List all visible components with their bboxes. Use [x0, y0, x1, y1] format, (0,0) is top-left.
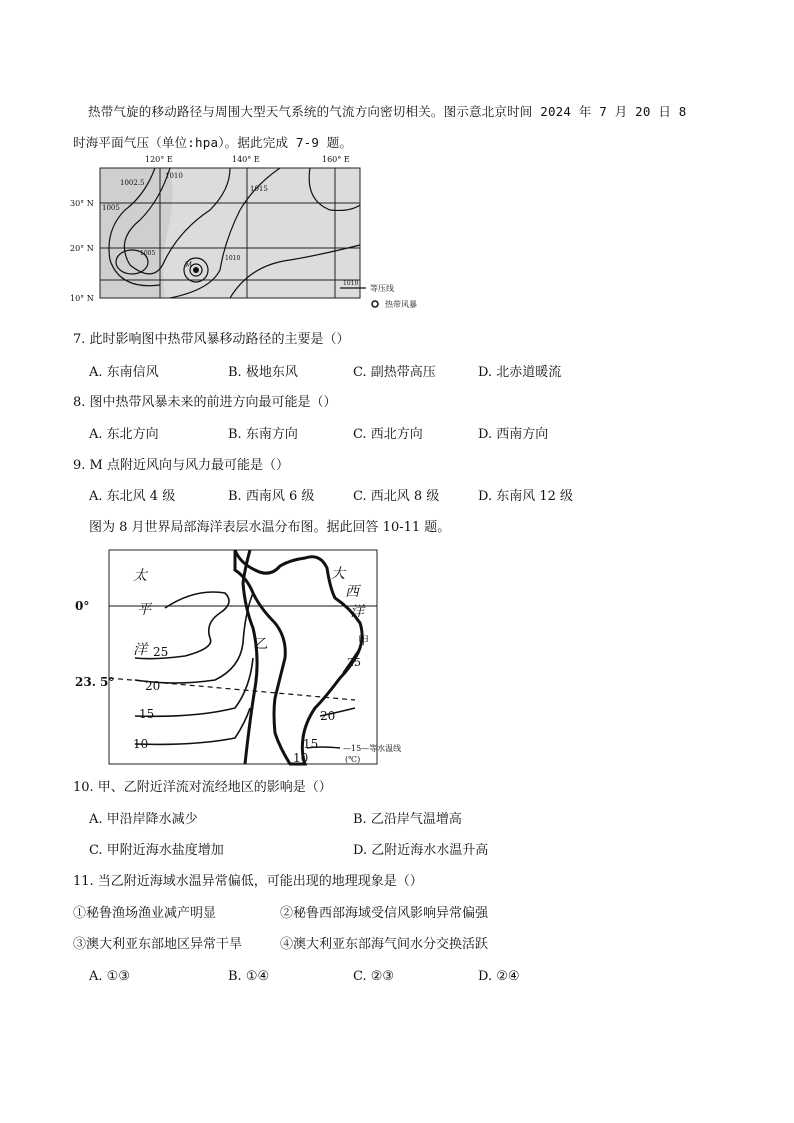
legend-isobar-value: 1010: [343, 280, 359, 287]
q11-statement-1: ①秘鲁渔场渔业减产明显: [73, 906, 217, 921]
legend-isotherm-unit: (℃): [345, 755, 361, 764]
q7-option-c[interactable]: C. 副热带高压: [353, 365, 436, 380]
q11-statement-2: ②秘鲁西部海域受信风影响异常偏强: [280, 906, 489, 921]
q7-stem: 7. 此时影响图中热带风暴移动路径的主要是（）: [73, 332, 350, 347]
isobar-label-1005b: 1005: [140, 250, 156, 257]
isobar-label-1010b: 1010: [225, 255, 241, 262]
pressure-map: [60, 150, 440, 330]
lat-label-10: 10° N: [70, 294, 94, 303]
q9-option-a[interactable]: A. 东北风 4 级: [89, 489, 176, 504]
isotherm-15-pacific: 15: [139, 707, 155, 721]
q7-option-a[interactable]: A. 东南信风: [89, 365, 159, 380]
sst-map: [75, 548, 402, 768]
q9-option-c[interactable]: C. 西北风 8 级: [353, 489, 440, 504]
legend-storm-icon: [372, 301, 378, 307]
atlantic-label-2: 西: [345, 584, 359, 600]
lat-label-20: 20° N: [70, 244, 94, 253]
lat-label-30: 30° N: [70, 199, 94, 208]
isotherm-20-pacific: 20: [145, 679, 161, 693]
legend-storm-text: 热带风暴: [385, 300, 417, 309]
lon-label-160: 160° E: [322, 155, 350, 164]
q11-stem: 11. 当乙附近海域水温异常偏低，可能出现的地理现象是（）: [73, 874, 423, 889]
pacific-label-3: 洋: [133, 642, 147, 658]
intro-2: 图为 8 月世界局部海洋表层水温分布图。据此回答 10-11 题。: [89, 520, 451, 535]
q11-option-a[interactable]: A. ①③: [89, 969, 130, 984]
isotherm-25-pacific: 25: [153, 645, 169, 659]
q11-option-d[interactable]: D. ②④: [478, 969, 520, 984]
pacific-label-2: 平: [137, 602, 151, 618]
atlantic-label-3: 洋: [350, 604, 364, 620]
intro-line-1: 热带气旋的移动路径与周围大型天气系统的气流方向密切相关。图示意北京时间 2024 年 7 月 20 日 8: [88, 104, 687, 119]
label-jia: 甲: [358, 634, 369, 647]
q10-option-b[interactable]: B. 乙沿岸气温增高: [353, 812, 462, 827]
q8-stem: 8. 图中热带风暴未来的前进方向最可能是（）: [73, 395, 337, 410]
point-m-label: M: [185, 261, 193, 269]
q10-option-a[interactable]: A. 甲沿岸降水减少: [89, 812, 198, 827]
q8-option-d[interactable]: D. 西南方向: [478, 427, 549, 442]
isobar-label-1010: 1010: [165, 172, 183, 180]
isobar-label-1005: 1005: [102, 204, 120, 212]
isotherm-10-pacific: 10: [133, 737, 149, 751]
q10-option-d[interactable]: D. 乙附近海水水温升高: [353, 843, 489, 858]
isotherm-25-atlantic: 25: [347, 656, 361, 669]
atlantic-label-1: 大: [331, 566, 345, 582]
legend-isotherm-text: —15—等水温线: [343, 744, 402, 753]
isotherm-10-atlantic: 10: [293, 751, 309, 765]
q11-option-c[interactable]: C. ②③: [353, 969, 395, 984]
isobar-label-1015: 1015: [250, 185, 268, 193]
q11-statement-4: ④澳大利亚东部海气间水分交换活跃: [280, 937, 489, 952]
isotherm-15-atlantic: 15: [303, 737, 319, 751]
storm-symbol-icon: [193, 267, 199, 273]
label-yi: 乙: [255, 637, 269, 652]
q10-option-c[interactable]: C. 甲附近海水盐度增加: [89, 843, 224, 858]
intro-line-2: 时海平面气压（单位:hpa）。据此完成 7-9 题。: [73, 135, 353, 150]
q11-option-b[interactable]: B. ①④: [228, 969, 270, 984]
q9-stem: 9. M 点附近风向与风力最可能是（）: [73, 458, 289, 473]
lat-label-23-5: 23. 5°: [75, 675, 115, 689]
q10-stem: 10. 甲、乙附近洋流对流经地区的影响是（）: [73, 780, 332, 795]
q8-option-a[interactable]: A. 东北方向: [89, 427, 159, 442]
lat-label-0: 0°: [75, 599, 90, 613]
pacific-label-1: 太: [133, 568, 147, 584]
q8-option-b[interactable]: B. 东南方向: [228, 427, 298, 442]
q9-option-d[interactable]: D. 东南风 12 级: [478, 489, 574, 504]
isotherm-20-atlantic: 20: [320, 709, 336, 723]
q8-option-c[interactable]: C. 西北方向: [353, 427, 423, 442]
q11-statement-3: ③澳大利亚东部地区异常干旱: [73, 937, 243, 952]
lon-label-120: 120° E: [145, 155, 173, 164]
isobar-label-1002: 1002.5: [120, 179, 145, 187]
legend-isobar-text: 等压线: [370, 284, 394, 293]
q7-option-d[interactable]: D. 北赤道暖流: [478, 365, 562, 380]
lon-label-140: 140° E: [232, 155, 260, 164]
q7-option-b[interactable]: B. 极地东风: [228, 365, 298, 380]
q9-option-b[interactable]: B. 西南风 6 级: [228, 489, 315, 504]
